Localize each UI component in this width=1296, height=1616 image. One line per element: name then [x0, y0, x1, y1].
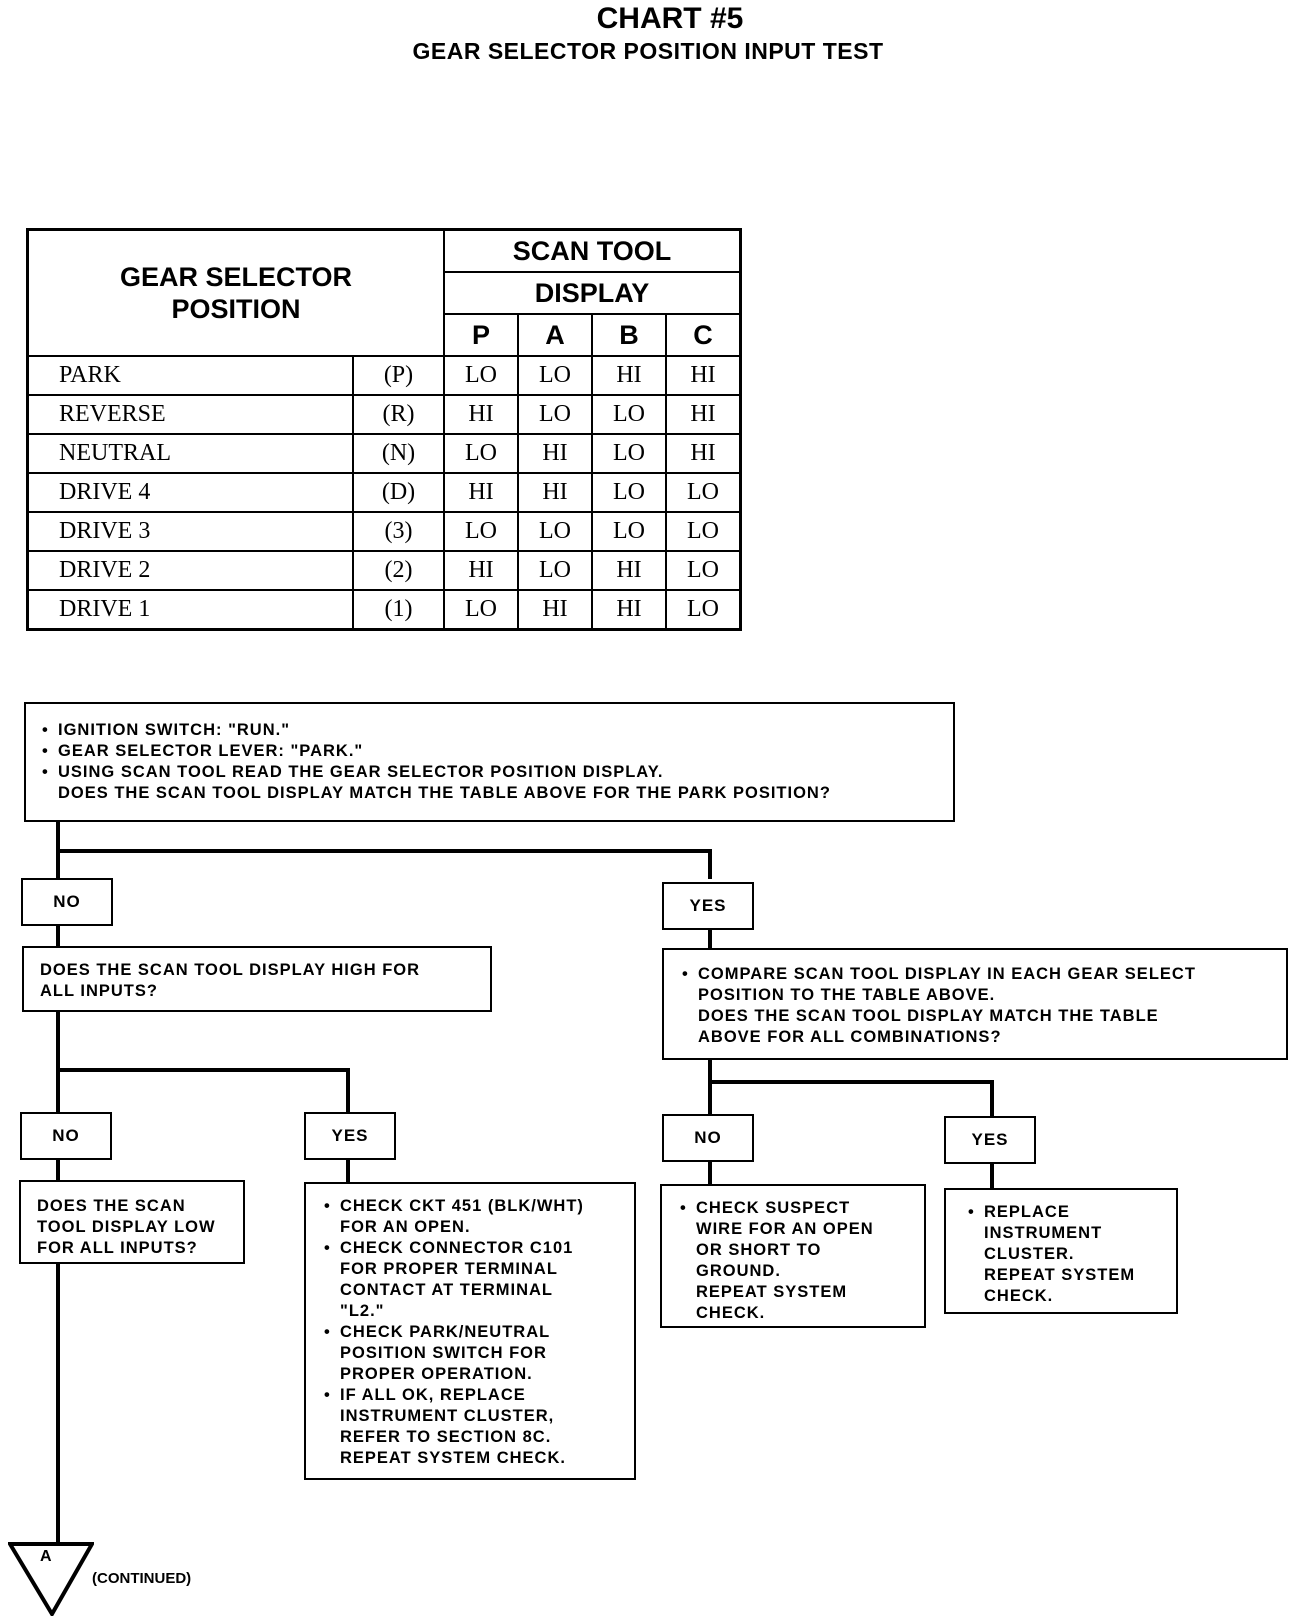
row-value: HI: [592, 590, 666, 630]
row-value: LO: [518, 395, 592, 434]
start-step-box: [24, 702, 955, 822]
row-code: (3): [353, 512, 444, 551]
check-item: • CHECK CKT 451 (BLK/WHT) FOR AN OPEN.: [322, 1196, 620, 1238]
start-bullet: • IGNITION SWITCH: "RUN.": [40, 720, 939, 741]
row-value: HI: [518, 473, 592, 512]
row-code: (P): [353, 356, 444, 395]
row-value: LO: [518, 512, 592, 551]
high-inputs-question-box: DOES THE SCAN TOOL DISPLAY HIGH FOR ALL INPUTS?: [22, 946, 492, 1012]
row-value: HI: [666, 395, 741, 434]
row-position: DRIVE 4: [28, 473, 353, 512]
row-position: DRIVE 2: [28, 551, 353, 590]
column-header-p: P: [444, 314, 518, 356]
row-value: LO: [592, 512, 666, 551]
row-value: LO: [444, 512, 518, 551]
row-code: (2): [353, 551, 444, 590]
start-question: DOES THE SCAN TOOL DISPLAY MATCH THE TABLE ABOVE FOR THE PARK POSITION?: [58, 784, 831, 802]
table-row: [28, 434, 741, 473]
row-value: HI: [444, 395, 518, 434]
column-header-a: A: [518, 314, 592, 356]
connector-line: [990, 1162, 994, 1188]
row-value: LO: [592, 434, 666, 473]
table-row: [28, 395, 741, 434]
connector-line: [56, 926, 60, 946]
row-value: LO: [666, 551, 741, 590]
column-header-b: B: [592, 314, 666, 356]
row-value: LO: [592, 473, 666, 512]
row-value: HI: [592, 551, 666, 590]
check-circuit-box: [304, 1182, 636, 1480]
row-value: LO: [444, 356, 518, 395]
chart-subtitle: GEAR SELECTOR POSITION INPUT TEST: [412, 38, 884, 64]
replace-cluster-text: • REPLACE INSTRUMENT CLUSTER. REPEAT SYSTEM CHECK.: [966, 1202, 1162, 1307]
compare-question: DOES THE SCAN TOOL DISPLAY MATCH THE TABLE ABOVE FOR ALL COMBINATIONS?: [698, 1007, 1159, 1046]
suspect-wire-text: • CHECK SUSPECT WIRE FOR AN OPEN OR SHORT TO GROUND. REPEAT SYSTEM CHECK.: [678, 1198, 910, 1324]
connector-line: [56, 1010, 60, 1115]
header-display: DISPLAY: [444, 272, 741, 314]
row-code: (1): [353, 590, 444, 630]
row-position: NEUTRAL: [28, 434, 353, 473]
row-code: (N): [353, 434, 444, 473]
row-position: DRIVE 1: [28, 590, 353, 630]
start-bullet: • USING SCAN TOOL READ THE GEAR SELECTOR POSITION DISPLAY.: [40, 762, 939, 783]
connector-label: A: [40, 1548, 52, 1565]
start-bullet: • GEAR SELECTOR LEVER: "PARK.": [40, 741, 939, 762]
header-gear-selector-position: GEAR SELECTOR POSITION: [28, 230, 445, 357]
connector-line: [346, 1160, 350, 1182]
row-value: HI: [444, 551, 518, 590]
connector-line: [708, 849, 712, 879]
yes-label: YES: [304, 1112, 396, 1160]
connector-line: [56, 1242, 60, 1550]
chart-title: CHART #5: [596, 2, 744, 35]
row-value: HI: [444, 473, 518, 512]
connector-line: [346, 1068, 350, 1112]
row-value: HI: [518, 590, 592, 630]
header-scan-tool: SCAN TOOL: [444, 230, 741, 273]
row-value: LO: [592, 395, 666, 434]
table-row: [28, 590, 741, 630]
column-header-c: C: [666, 314, 741, 356]
check-item: • CHECK PARK/NEUTRAL POSITION SWITCH FOR PROPER OPERATION.: [322, 1322, 620, 1385]
row-value: LO: [518, 551, 592, 590]
row-value: LO: [444, 590, 518, 630]
row-code: (R): [353, 395, 444, 434]
no-label: NO: [21, 878, 113, 926]
row-value: LO: [666, 590, 741, 630]
row-code: (D): [353, 473, 444, 512]
row-value: HI: [666, 434, 741, 473]
no-label: NO: [662, 1114, 754, 1162]
connector-line: [56, 1068, 350, 1072]
compare-step-box: [662, 948, 1288, 1060]
connector-line: [990, 1080, 994, 1116]
no-label: NO: [20, 1112, 112, 1160]
row-value: HI: [666, 356, 741, 395]
connector-line: [708, 1080, 994, 1084]
low-inputs-question-box: DOES THE SCAN TOOL DISPLAY LOW FOR ALL INPUTS?: [19, 1180, 245, 1264]
row-value: LO: [518, 356, 592, 395]
row-value: LO: [666, 473, 741, 512]
table-row: [28, 473, 741, 512]
row-value: LO: [444, 434, 518, 473]
replace-cluster-box: [944, 1188, 1178, 1314]
gear-selector-table: [26, 228, 742, 631]
row-position: PARK: [28, 356, 353, 395]
row-value: HI: [592, 356, 666, 395]
check-item: • IF ALL OK, REPLACE INSTRUMENT CLUSTER, REFER TO SECTION 8C. REPEAT SYSTEM CHECK.: [322, 1385, 620, 1469]
row-position: REVERSE: [28, 395, 353, 434]
table-row: [28, 356, 741, 395]
row-value: LO: [666, 512, 741, 551]
table-row: [28, 512, 741, 551]
connector-line: [56, 1160, 60, 1180]
connector-line: [56, 849, 712, 853]
yes-label: YES: [944, 1116, 1036, 1164]
row-position: DRIVE 3: [28, 512, 353, 551]
yes-label: YES: [662, 882, 754, 930]
check-item: • CHECK CONNECTOR C101 FOR PROPER TERMINAL CONTACT AT TERMINAL "L2.": [322, 1238, 620, 1322]
connector-line: [708, 1162, 712, 1184]
continued-label: (CONTINUED): [92, 1570, 192, 1587]
row-value: HI: [518, 434, 592, 473]
connector-line: [708, 1058, 712, 1114]
check-suspect-wire-box: [660, 1184, 926, 1328]
table-row: [28, 551, 741, 590]
compare-bullet: • COMPARE SCAN TOOL DISPLAY IN EACH GEAR SELECT POSITION TO THE TABLE ABOVE.: [680, 964, 1272, 1006]
